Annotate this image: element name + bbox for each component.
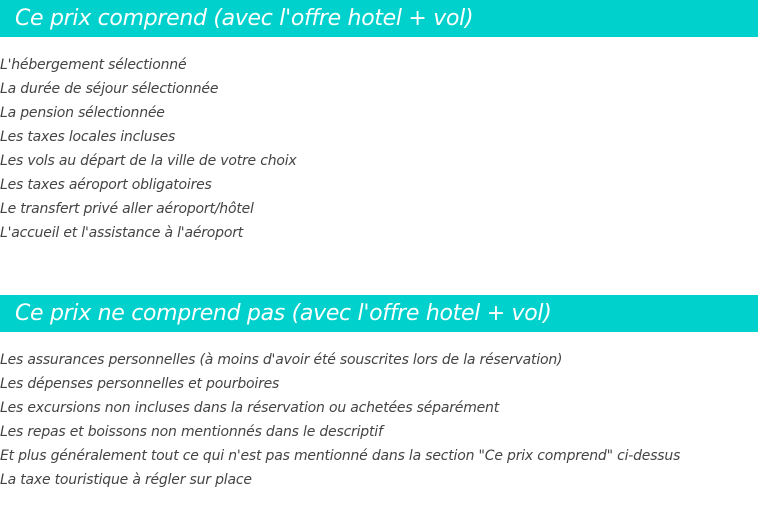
included-item: La durée de séjour sélectionnée bbox=[0, 81, 219, 97]
included-item: La pension sélectionnée bbox=[0, 105, 165, 121]
excluded-item: Les excursions non incluses dans la réservation ou achetées séparément bbox=[0, 400, 500, 416]
included-title: Ce prix comprend (avec l'offre hotel + vol) bbox=[0, 0, 758, 37]
excluded-item: Les dépenses personnelles et pourboires bbox=[0, 376, 280, 392]
excluded-section bbox=[0, 295, 758, 492]
excluded-item: Et plus généralement tout ce qui n'est pas mentionné dans la section "Ce prix comprend" ci-dessus bbox=[0, 448, 681, 464]
excluded-list bbox=[0, 332, 758, 492]
included-list bbox=[0, 37, 758, 245]
excluded-item: La taxe touristique à régler sur place bbox=[0, 472, 252, 488]
included-section bbox=[0, 0, 758, 245]
included-item: L'accueil et l'assistance à l'aéroport bbox=[0, 225, 244, 241]
included-item: Les taxes locales incluses bbox=[0, 129, 176, 145]
excluded-item: Les assurances personnelles (à moins d'avoir été souscrites lors de la réservation) bbox=[0, 352, 563, 368]
included-item: Le transfert privé aller aéroport/hôtel bbox=[0, 201, 254, 217]
excluded-title: Ce prix ne comprend pas (avec l'offre hotel + vol) bbox=[0, 295, 758, 332]
included-item: Les vols au départ de la ville de votre choix bbox=[0, 153, 297, 169]
excluded-item: Les repas et boissons non mentionnés dans le descriptif bbox=[0, 424, 383, 440]
included-item: L'hébergement sélectionné bbox=[0, 57, 187, 73]
included-item: Les taxes aéroport obligatoires bbox=[0, 177, 212, 193]
